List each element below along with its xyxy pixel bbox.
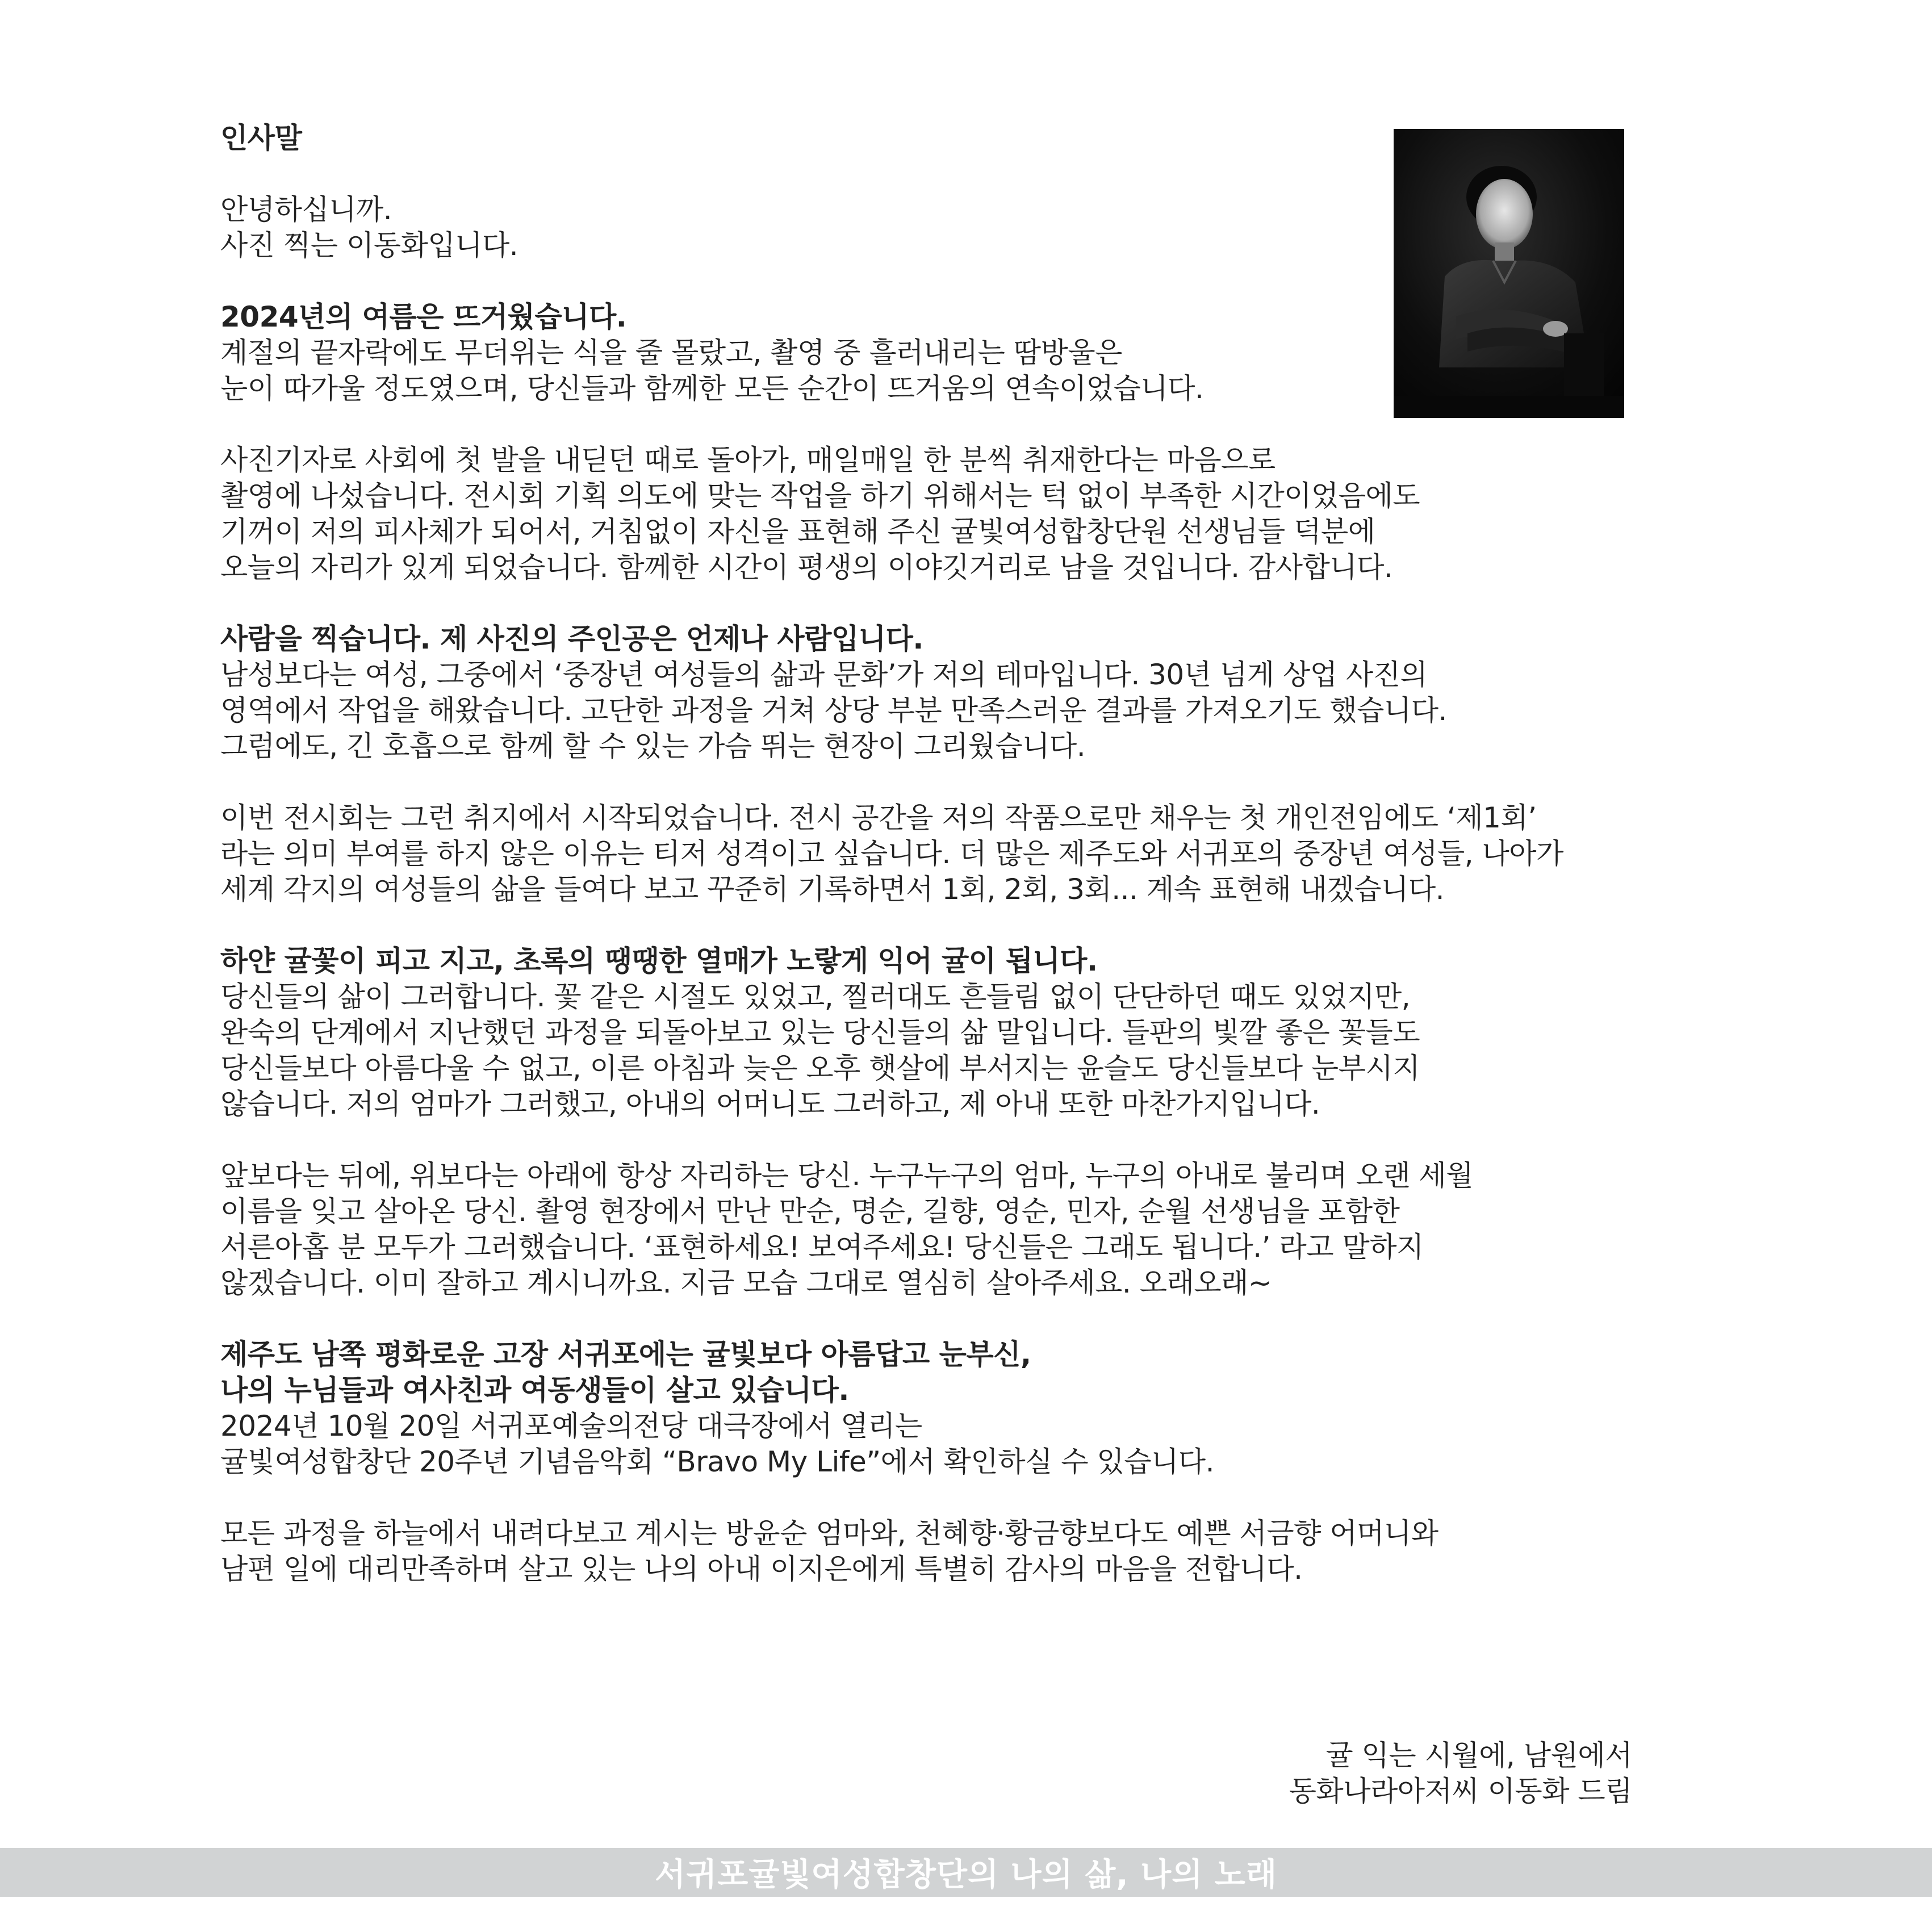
paragraph-line: 세계 각지의 여성들의 삶을 들여다 보고 꾸준히 기록하면서 1회, 2회, 3회... 계속 표현해 내겠습니다. xyxy=(220,873,1445,906)
signature-block xyxy=(1289,1738,1632,1809)
paragraph-line: 서른아홉 분 모두가 그러했습니다. ‘표현하세요! 보여주세요! 당신들은 그래도 됩니다.’ 라고 말하지 xyxy=(220,1231,1424,1264)
footer-banner xyxy=(0,1848,1932,1897)
paragraph-line: 기꺼이 저의 피사체가 되어서, 거침없이 자신을 표현해 주신 귤빛여성합창단원 선생님들 덕분에 xyxy=(220,515,1375,548)
signature-line-1: 귤 익는 시월에, 남원에서 xyxy=(1325,1739,1632,1772)
footer-title: 서귀포귤빛여성합창단의 나의 삶, 나의 노래 xyxy=(655,1856,1277,1893)
paragraph-line: 2024년 10월 20일 서귀포예술의전당 대극장에서 열리는 xyxy=(220,1410,922,1442)
paragraph-list xyxy=(220,192,1640,1587)
paragraph-line: 남편 일에 대리만족하며 살고 있는 나의 아내 이지은에게 특별히 감사의 마음을 전합니다. xyxy=(220,1553,1303,1586)
paragraph-lead-line: 2024년의 여름은 뜨거웠습니다. xyxy=(220,300,627,333)
paragraph xyxy=(220,1516,1640,1587)
paragraph-line: 당신들보다 아름다울 수 없고, 이른 아침과 늦은 오후 햇살에 부서지는 윤슬도 당신들보다 눈부시지 xyxy=(220,1052,1420,1085)
paragraph-lead-line: 나의 누님들과 여사친과 여동생들이 살고 있습니다. xyxy=(220,1374,849,1407)
paragraph xyxy=(220,621,1640,764)
paragraph xyxy=(220,1337,1640,1480)
paragraph xyxy=(220,800,1640,908)
paragraph-line: 이름을 잊고 살아온 당신. 촬영 현장에서 만난 만순, 명순, 길향, 영순, 민자, 순월 선생님을 포함한 xyxy=(220,1195,1400,1228)
paragraph-line: 이번 전시회는 그런 취지에서 시작되었습니다. 전시 공간을 저의 작품으로만 채우는 첫 개인전임에도 ‘제1회’ xyxy=(220,801,1537,834)
signature-line-2: 동화나라아저씨 이동화 드림 xyxy=(1289,1775,1632,1808)
paragraph-line: 귤빛여성합창단 20주년 기념음악회 “Bravo My Life”에서 확인하실 수 있습니다. xyxy=(220,1445,1214,1478)
paragraph-lead-line: 하얀 귤꽃이 피고 지고, 초록의 땡땡한 열매가 노랗게 익어 귤이 됩니다. xyxy=(220,944,1098,977)
paragraph-line: 눈이 따가울 정도였으며, 당신들과 함께한 모든 순간이 뜨거움의 연속이었습니다. xyxy=(220,372,1204,405)
paragraph-line: 않겠습니다. 이미 잘하고 계시니까요. 지금 모습 그대로 열심히 살아주세요. 오래오래~ xyxy=(220,1266,1272,1299)
paragraph-line: 그럼에도, 긴 호흡으로 함께 할 수 있는 가슴 뛰는 현장이 그리웠습니다. xyxy=(220,730,1086,763)
paragraph-line: 완숙의 단계에서 지난했던 과정을 되돌아보고 있는 당신들의 삶 말입니다. 들판의 빛깔 좋은 꽃들도 xyxy=(220,1016,1420,1049)
paragraph-line: 않습니다. 저의 엄마가 그러했고, 아내의 어머니도 그러하고, 제 아내 또한 마찬가지입니다. xyxy=(220,1088,1320,1120)
paragraph xyxy=(220,442,1640,586)
page-heading: 인사말 xyxy=(220,122,302,154)
paragraph-line: 라는 의미 부여를 하지 않은 이유는 티저 성격이고 싶습니다. 더 많은 제주도와 서귀포의 중장년 여성들, 나아가 xyxy=(220,837,1563,870)
paragraph-lead-line: 사람을 찍습니다. 제 사진의 주인공은 언제나 사람입니다. xyxy=(220,622,923,655)
paragraph-line: 계절의 끝자락에도 무더위는 식을 줄 몰랐고, 촬영 중 흘러내리는 땀방울은 xyxy=(220,336,1122,369)
paragraph-line: 남성보다는 여성, 그중에서 ‘중장년 여성들의 삶과 문화’가 저의 테마입니다. 30년 넘게 상업 사진의 xyxy=(220,658,1428,691)
paragraph-lead-line: 제주도 남쪽 평화로운 고장 서귀포에는 귤빛보다 아름답고 눈부신, xyxy=(220,1338,1031,1371)
paragraph-line: 당신들의 삶이 그러합니다. 꽃 같은 시절도 있었고, 찔러대도 흔들림 없이 단단하던 때도 있었지만, xyxy=(220,980,1411,1013)
paragraph xyxy=(220,299,1640,407)
paragraph-line: 오늘의 자리가 있게 되었습니다. 함께한 시간이 평생의 이야깃거리로 남을 것입니다. 감사합니다. xyxy=(220,551,1393,584)
paragraph-line: 모든 과정을 하늘에서 내려다보고 계시는 방윤순 엄마와, 천혜향·황금향보다도 예쁜 서금향 어머니와 xyxy=(220,1517,1438,1550)
paragraph xyxy=(220,1158,1640,1301)
paragraph-line: 촬영에 나섰습니다. 전시회 기획 의도에 맞는 작업을 하기 위해서는 턱 없이 부족한 시간이었음에도 xyxy=(220,479,1420,512)
paragraph-line: 영역에서 작업을 해왔습니다. 고단한 과정을 거쳐 상당 부분 만족스러운 결과를 가져오기도 했습니다. xyxy=(220,694,1447,727)
paragraph-line: 안녕하십니까. xyxy=(220,193,392,226)
paragraph-line: 사진 찍는 이동화입니다. xyxy=(220,229,518,262)
paragraph xyxy=(220,943,1640,1122)
paragraph-line: 사진기자로 사회에 첫 발을 내딛던 때로 돌아가, 매일매일 한 분씩 취재한다는 마음으로 xyxy=(220,444,1276,476)
letter-body xyxy=(220,120,1640,1587)
paragraph-line: 앞보다는 뒤에, 위보다는 아래에 항상 자리하는 당신. 누구누구의 엄마, 누구의 아내로 불리며 오랜 세월 xyxy=(220,1159,1474,1192)
paragraph xyxy=(220,192,1640,264)
